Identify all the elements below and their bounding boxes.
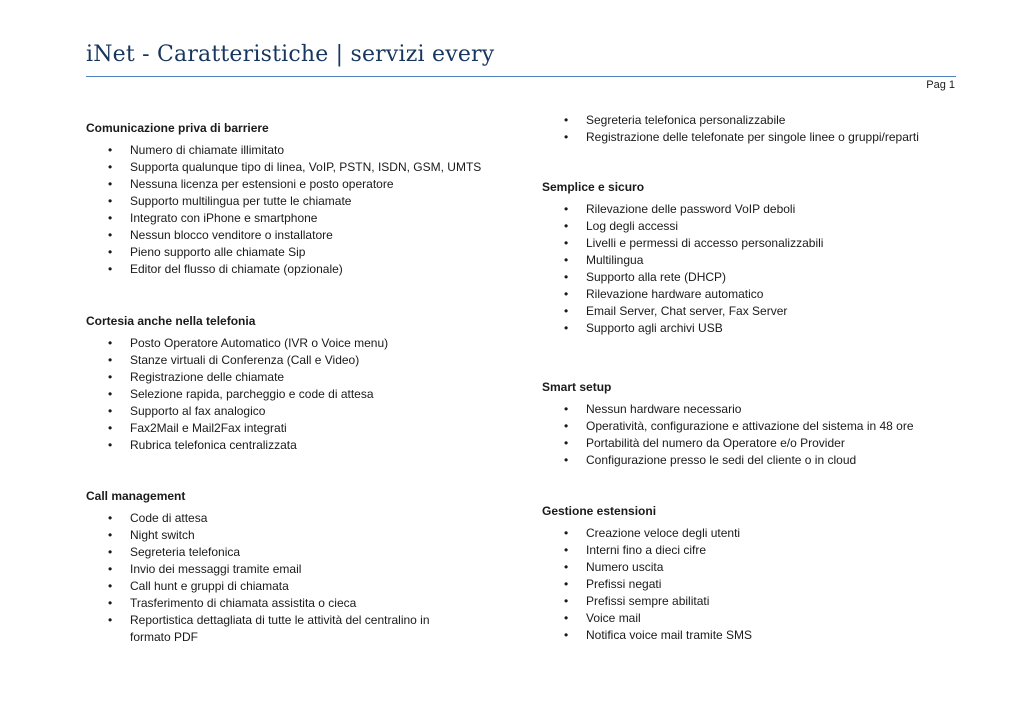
bullet-icon: •	[108, 613, 113, 627]
list-item: • Pieno supporto alle chiamate Sip	[108, 245, 306, 259]
list-item: • Supporta qualunque tipo di linea, VoIP, PSTN, ISDN, GSM, UMTS	[108, 160, 482, 174]
bullet-icon: •	[108, 194, 113, 208]
list-item: • Night switch	[108, 528, 195, 542]
bullet-list	[542, 112, 919, 146]
list-item: • Configurazione presso le sedi del cliente o in cloud	[564, 453, 857, 467]
section-smart-setup	[542, 379, 914, 469]
bullet-icon: •	[564, 560, 569, 574]
bullet-icon: •	[108, 160, 113, 174]
bullet-icon: •	[564, 402, 569, 416]
bullet-icon: •	[108, 370, 113, 384]
bullet-icon: •	[564, 321, 569, 335]
list-item: • Operatività, configurazione e attivazione del sistema in 48 ore	[564, 419, 914, 433]
section-continued	[542, 112, 919, 146]
list-item: • Log degli accessi	[564, 219, 679, 233]
list-item: • Posto Operatore Automatico (IVR o Voice menu)	[108, 336, 389, 350]
list-item: • Supporto alla rete (DHCP)	[564, 270, 727, 284]
list-item: • Interni fino a dieci cifre	[564, 543, 707, 557]
section-heading: Semplice e sicuro	[542, 180, 645, 194]
section-call-management	[86, 488, 430, 646]
list-item: • Segreteria telefonica	[108, 545, 241, 559]
section-semplice-sicuro	[542, 179, 823, 337]
bullet-icon: •	[108, 438, 113, 452]
bullet-list	[86, 142, 481, 278]
bullet-icon: •	[108, 211, 113, 225]
bullet-icon: •	[108, 404, 113, 418]
list-item: • Rilevazione delle password VoIP deboli	[564, 202, 796, 216]
section-heading: Cortesia anche nella telefonia	[86, 314, 256, 328]
list-item: • Rilevazione hardware automatico	[564, 287, 764, 301]
list-item: • Supporto agli archivi USB	[564, 321, 723, 335]
bullet-icon: •	[564, 577, 569, 591]
bullet-icon: •	[564, 304, 569, 318]
list-item: • Fax2Mail e Mail2Fax integrati	[108, 421, 287, 435]
list-item: • Selezione rapida, parcheggio e code di attesa	[108, 387, 374, 401]
bullet-icon: •	[108, 353, 113, 367]
bullet-icon: •	[108, 528, 113, 542]
list-item: • Registrazione delle chiamate	[108, 370, 285, 384]
bullet-icon: •	[564, 543, 569, 557]
list-item: • Nessun hardware necessario	[564, 402, 742, 416]
list-item: • Email Server, Chat server, Fax Server	[564, 304, 788, 318]
bullet-icon: •	[564, 253, 569, 267]
section-heading: Gestione estensioni	[542, 504, 657, 518]
document-title: iNet - Caratteristiche | servizi every	[86, 42, 495, 67]
bullet-icon: •	[564, 594, 569, 608]
bullet-list	[542, 401, 914, 469]
list-item: • Supporto al fax analogico	[108, 404, 266, 418]
list-item: • Creazione veloce degli utenti	[564, 526, 741, 540]
bullet-icon: •	[564, 270, 569, 284]
list-item: • Supporto multilingua per tutte le chiamate	[108, 194, 352, 208]
bullet-icon: •	[564, 236, 569, 250]
title-rule	[86, 76, 956, 77]
list-item: • Reportistica dettagliata di tutte le attività del centralino in	[108, 613, 430, 627]
bullet-icon: •	[564, 130, 569, 144]
bullet-icon: •	[108, 511, 113, 525]
list-item: • Call hunt e gruppi di chiamata	[108, 579, 289, 593]
list-item: • Trasferimento di chiamata assistita o cieca	[108, 596, 357, 610]
bullet-icon: •	[564, 611, 569, 625]
bullet-list	[542, 201, 823, 337]
bullet-icon: •	[108, 545, 113, 559]
bullet-icon: •	[564, 287, 569, 301]
list-item: • Notifica voice mail tramite SMS	[564, 628, 753, 642]
section-heading: Call management	[86, 489, 186, 503]
list-item: • Numero uscita	[564, 560, 664, 574]
list-item: • Livelli e permessi di accesso personalizzabili	[564, 236, 824, 250]
list-item: • Multilingua	[564, 253, 644, 267]
list-item: • Segreteria telefonica personalizzabile	[564, 113, 786, 127]
list-item: • Code di attesa	[108, 511, 208, 525]
bullet-icon: •	[564, 219, 569, 233]
section-comunicazione	[86, 120, 481, 278]
bullet-icon: •	[108, 579, 113, 593]
section-gestione-estensioni	[542, 503, 752, 644]
bullet-icon: •	[564, 526, 569, 540]
bullet-icon: •	[564, 113, 569, 127]
list-item: • Nessun blocco venditore o installatore	[108, 228, 333, 242]
bullet-icon: •	[108, 336, 113, 350]
list-item-continuation: formato PDF	[130, 630, 199, 644]
list-item: • Nessuna licenza per estensioni e posto operatore	[108, 177, 394, 191]
list-item: • Integrato con iPhone e smartphone	[108, 211, 318, 225]
list-item: • Prefissi sempre abilitati	[564, 594, 710, 608]
bullet-icon: •	[564, 419, 569, 433]
bullet-icon: •	[564, 628, 569, 642]
bullet-list	[86, 335, 388, 454]
bullet-icon: •	[108, 262, 113, 276]
section-heading: Smart setup	[542, 380, 612, 394]
bullet-icon: •	[108, 596, 113, 610]
section-heading: Comunicazione priva di barriere	[86, 121, 269, 135]
bullet-icon: •	[564, 202, 569, 216]
list-item: • Registrazione delle telefonate per singole linee o gruppi/reparti	[564, 130, 919, 144]
list-item: • Numero di chiamate illimitato	[108, 143, 285, 157]
section-cortesia	[86, 313, 388, 454]
bullet-icon: •	[108, 245, 113, 259]
bullet-icon: •	[108, 177, 113, 191]
bullet-list	[542, 525, 752, 644]
bullet-icon: •	[108, 421, 113, 435]
list-item: • Editor del flusso di chiamate (opzionale)	[108, 262, 343, 276]
list-item: • Stanze virtuali di Conferenza (Call e Video)	[108, 353, 360, 367]
bullet-icon: •	[564, 436, 569, 450]
bullet-icon: •	[108, 387, 113, 401]
list-item: • Prefissi negati	[564, 577, 662, 591]
bullet-list	[86, 510, 430, 646]
bullet-icon: •	[108, 143, 113, 157]
list-item: • Rubrica telefonica centralizzata	[108, 438, 297, 452]
bullet-icon: •	[108, 228, 113, 242]
bullet-icon: •	[108, 562, 113, 576]
list-item: • Portabilità del numero da Operatore e/o Provider	[564, 436, 845, 450]
bullet-icon: •	[564, 453, 569, 467]
page-number: Pag 1	[926, 79, 955, 91]
list-item: • Voice mail	[564, 611, 641, 625]
list-item: • Invio dei messaggi tramite email	[108, 562, 302, 576]
